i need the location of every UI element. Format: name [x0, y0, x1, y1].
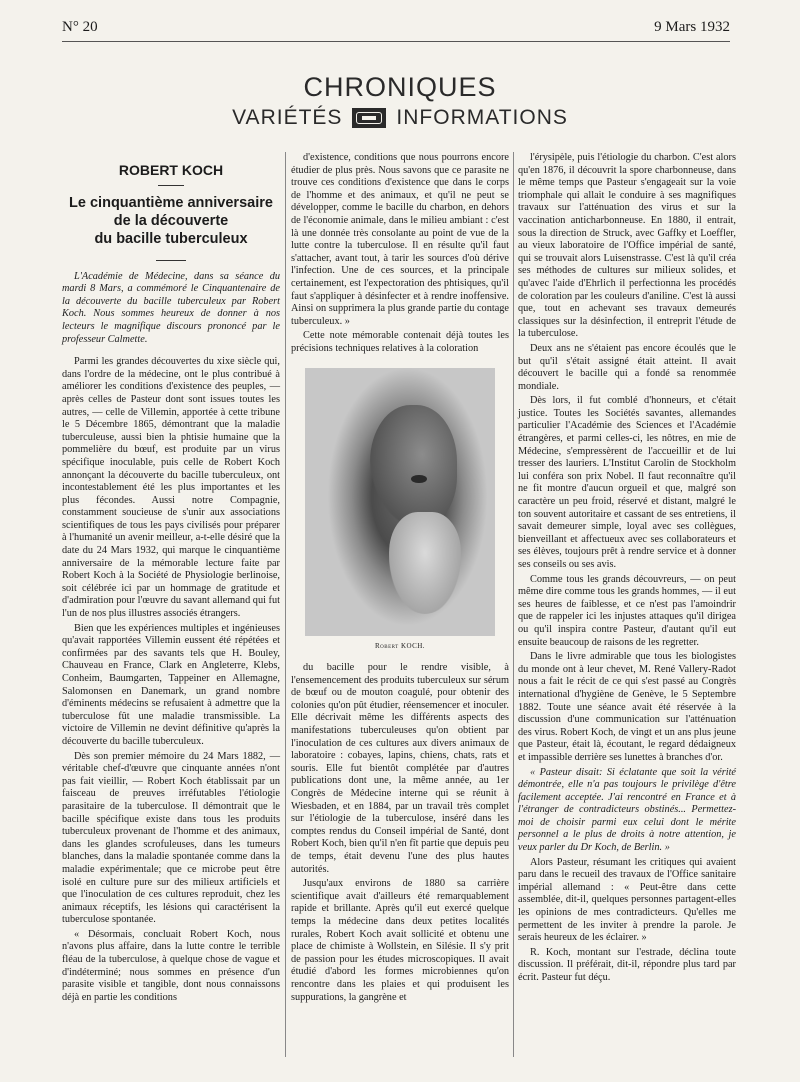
body-paragraph: Jusqu'aux environs de 1880 sa carrière scientifique avait d'ailleurs été remarquablement rapide et brillante. Après qu'il eut exercé quelque temps la médecine dans deux petites localités rurales, Robert Koch avait sollicité et obtenu une place de chimiste à Wollstein, en Silésie. Il s'y prit de passion pour les études microscopiques. Il avait étudié d'abord les formes microbiennes qu'on rencontre dans les plaies et qui produisent les suppurations, la gangrène et [291, 878, 509, 1003]
body-paragraph: d'existence, conditions que nous pourrons encore étudier de plus près. Nous savons que ce parasite ne trouve ces conditions d'existence que dans le corps de l'homme et des animaux, et qu'il ne peut se développer, comme le bacille du charbon, en dehors de l'économie animale, dans le milieu ambiant : c'est là une donnée très consolante au point de vue de la lutte contre la tuberculose. Il en résulte qu'il faut s'attacher, avant tout, à tarir les sources d'où dérive l'infection. Une de ces sources, et la principale certainement, est l'expectoration des phtisiques, qu'il faut s'appliquer à désinfecter et à rendre inoffensive. Ainsi on supprimera la plus grande partie du contage tuberculeux. » [291, 152, 509, 327]
article-intro [62, 271, 280, 347]
column-3 [518, 152, 736, 987]
caption-text: Robert KOCH. [374, 641, 426, 650]
column-divider-2 [513, 152, 514, 1057]
body-paragraph: Dès lors, il fut comblé d'honneurs, et c'était justice. Toutes les Sociétés savantes, allemandes particulier l'Académie des Sciences et l'Académie étrangères, et parmi celles-ci, les nôtres, en mie de Médecine, s'empressèrent de l'accueillir et de lui tresser des lauriers. L'Institut Carolin de Stockholm lui conféra son prix Nobel. Il faut reconnaître qu'il ne fit montre d'aucun orgueil et que, malgré son caractère un peu froid, réservé et distant, malgré le ton souvent autoritaire et cassant de ses entretiens, il savait demeurer simple, loyal avec ses collègues, bienveillant et affectueux avec ses collaborateurs et ses élèves, toujours prêt à rendre service et à donner ses conseils ou ses avis. [518, 395, 736, 570]
article-title: ROBERT KOCH [118, 162, 224, 178]
body-paragraph: Alors Pasteur, résumant les critiques qui avaient paru dans le recueil des travaux de l'Office sanitaire impérial allemand : « Peut-être dans cette assemblée, dit-il, quelques personnes partagent-elles les opinions de mes contradicteurs. Qu'elles me permettent de les inviter à prendre la parole. Je serais heureux de les éclairer. » [518, 856, 736, 944]
section-masthead [0, 72, 800, 132]
issue-date: 9 Mars 1932 [654, 19, 730, 35]
body-paragraph: Cette note mémorable contenait déjà toutes les précisions techniques relatives à la coloration [291, 330, 509, 354]
intro-paragraph: L'Académie de Médecine, dans sa séance du mardi 8 Mars, a commémoré le Cinquantenaire de la découverte du bacille tuberculeux par Robert Koch. Nous sommes heureux de donner à nos lecteurs le magnifique discours prononcé par le professeur Calmette. [62, 270, 280, 345]
masthead-informations: INFORMATIONS [396, 106, 568, 129]
portrait-head [370, 405, 457, 528]
masthead-line2 [0, 104, 800, 132]
body-paragraph: Parmi les grandes découvertes du xixe siècle qui, dans l'ordre de la médecine, ont le plus contribué à améliorer les conditions d'existence des peuples, — après celles de Pasteur dont sont issues toutes les autres, — celle de Villemin, apportée à cette tribune le 5 Décembre 1865, démontrant que la maladie tuberculeuse, aussi bien la phtisie humaine que la pommelière du bœuf, est produite par un virus spécifique inoculable, puis celle de Robert Koch annonçant la découverte du bacille tuberculeux, ont incontestablement été les plus importantes et les plus fécondes. Aussi notre Compagnie, constamment soucieuse de s'unir aux associations scientifiques de tous les pays civilisés pour préparer à l'humanité un avenir meilleur, a-t-elle désiré que la date du 24 Mars 1932, qui marque le cinquantième anniversaire de la mémorable lecture faite par Robert Koch à la Société de Physiologie berlinoise, soit célébrée ici par un hommage de gratitude et d'admiration pour l'œuvre du savant allemand qui fut l'un de nos plus illustres associés étrangers. [62, 356, 280, 620]
body-paragraph: Deux ans ne s'étaient pas encore écoulés que le but qu'il s'était assigné était atteint. Il avait découvert le bacille qui a fondé sa renommée mondiale. [518, 342, 736, 392]
issue-number: N° 20 [62, 19, 98, 35]
portrait-beard [389, 512, 461, 614]
subtitle-line: du bacille tuberculeux [94, 230, 248, 247]
column-2 [291, 152, 509, 1006]
column-divider-1 [285, 152, 286, 1057]
column-1 [62, 152, 280, 1006]
subtitle-line: de la découverte [113, 212, 229, 229]
body-paragraph: « Désormais, concluait Robert Koch, nous n'avons plus affaire, dans la lutte contre le terrible fléau de la tuberculose, à quelque chose de vague et d'indéterminé; nous sommes en présence d'un parasite visible et tangible, dont nous connaissons déjà en partie les conditions [62, 928, 280, 1003]
subtitle-line: Le cinquantième anniversaire [69, 194, 273, 211]
quote-paragraph: « Pasteur disait: Si éclatante que soit la vérité démontrée, elle n'a pas toujours le privilège d'être facilement acceptée. J'ai rencontré en France et à l'étranger de contradicteurs obstinés... Permettez-moi de choisir parmi eux celui dont le mérite personnel a le plus de droits à notre attention, je veux parler du Dr Koch, de Berlin. » [518, 766, 736, 854]
header-rule [62, 41, 730, 42]
article-subtitle [62, 194, 280, 248]
page-header [62, 19, 730, 41]
body-paragraph: l'érysipèle, puis l'étiologie du charbon. C'est alors qu'en 1876, il découvrit la spore charbonneuse, dans le même temps que Pasteur s'engageait sur la voie triomphale qui allait le conduire à ses magnifiques travaux sur l'atténuation des virus et sur la vaccination anticharbonneuse. En 1880, il entrait, sous la direction de Struck, avec Gaffky et Loeffler, au vieux laboratoire de l'Office impérial de santé, qui se trouvait alors Luisenstrasse. C'est là qu'il créa ses méthodes de cultures sur milieux solides, et qu'avec l'aide d'Ehrlich il perfectionna les procédés de coloration par les couleurs d'aniline. C'est là aussi que, tout en achevant ses travaux demeurés classiques sur la désinfection, il entreprit l'étude de la tuberculose. [518, 152, 736, 340]
title-rule [158, 185, 184, 186]
masthead-varietes: VARIÉTÉS [232, 106, 343, 129]
body-paragraph: Comme tous les grands découvreurs, — on peut même dire comme tous les grands hommes, — il eut ses heures de faiblesse, et ce n'est pas l'amoindrir que de rappeler ici les injustes attaques qu'il dirigea ou qu'il inspira contre Pasteur, d'autant qu'il eut ensuite beaucoup de raisons de les regretter. [518, 573, 736, 648]
emblem-icon [352, 108, 386, 128]
body-paragraph: du bacille pour le rendre visible, à l'ensemencement des produits tuberculeux sur sérum de bœuf ou de mouton coagulé, pour obtenir des colonies qu'on pût étudier, réensemencer et inoculer. Elle décrivait même les différents aspects des manifestations tuberculeuses qu'on obtient par l'inoculation de ces cultures aux divers animaux de laboratoire : cobayes, lapins, chiens, chats, rats et souris. Elle fut bientôt complétée par d'autres publications dont une, la même année, au 1er Congrès de Médecine interne qui se réunit à Wiesbaden, et en 1884, par un travail très complet sur l'étiologie de la tuberculose, inséré dans les comptes rendus du Conseil impérial de Santé, dont Robert Koch, bien qu'il n'en fît partie que depuis peu de temps, était devenu l'une des plus hautes autorités. [291, 662, 509, 875]
portrait-photo [305, 368, 495, 636]
subtitle-rule [156, 260, 186, 261]
body-paragraph: R. Koch, montant sur l'estrade, déclina toute discussion. Il préférait, dit-il, répondre plus tard par écrit. Pasteur fut déçu. [518, 946, 736, 983]
photo-caption [291, 640, 509, 653]
portrait-eye [411, 475, 426, 483]
body-paragraph: Bien que les expériences multiples et ingénieuses qu'avait rapportées Villemin eussent été répétées et confirmées par des savants tels que H. Bouley, Chauveau en France, Clark en Angleterre, Klebs, Conheim, Baumgarten, Tappeiner en Allemagne, Salomonsen en Danemark, un grand nombre d'éminents médecins se refusaient à admettre que la tuberculose fût une maladie transmissible. La victoire de Villemin ne devint définitive qu'après la découverte du bacille tuberculeux. [62, 622, 280, 747]
body-paragraph: Dans le livre admirable que tous les biologistes du monde ont à leur chevet, M. René Vallery-Radot nous a fait le récit de ce qui s'est passé au Congrès international d'hygiène de Genève, le 5 Septembre 1882. Toute une séance avait été réservée à la discussion d'une communication sur l'atténuation des virus. Robert Koch, de vingt et un ans plus jeune que Pasteur, était là, écoutant, le regard dédaigneux et impassible derrière ses lunettes à branches d'or. [518, 651, 736, 763]
body-paragraph: Dès son premier mémoire du 24 Mars 1882, — véritable chef-d'œuvre que cinquante années n'ont pas fait vieillir, — Robert Koch établissait par un faisceau de preuves irréfutables l'étiologie parasitaire de la tuberculose. Il démontrait que le bacille spécifique existe dans tous les produits tuberculeux provenant de l'homme et des animaux, dans les glandes scrofuleuses, dans les tumeurs blanches, dans la maladie spontanée comme dans la maladie expérimentale; que ce microbe peut être isolé en culture pure sur des milieux artificiels et que l'inoculation de ces cultures reproduit, chez les animaux réceptifs, les lésions qui caractérisent la tuberculose spontanée. [62, 750, 280, 926]
masthead-chroniques: CHRONIQUES [303, 72, 497, 102]
